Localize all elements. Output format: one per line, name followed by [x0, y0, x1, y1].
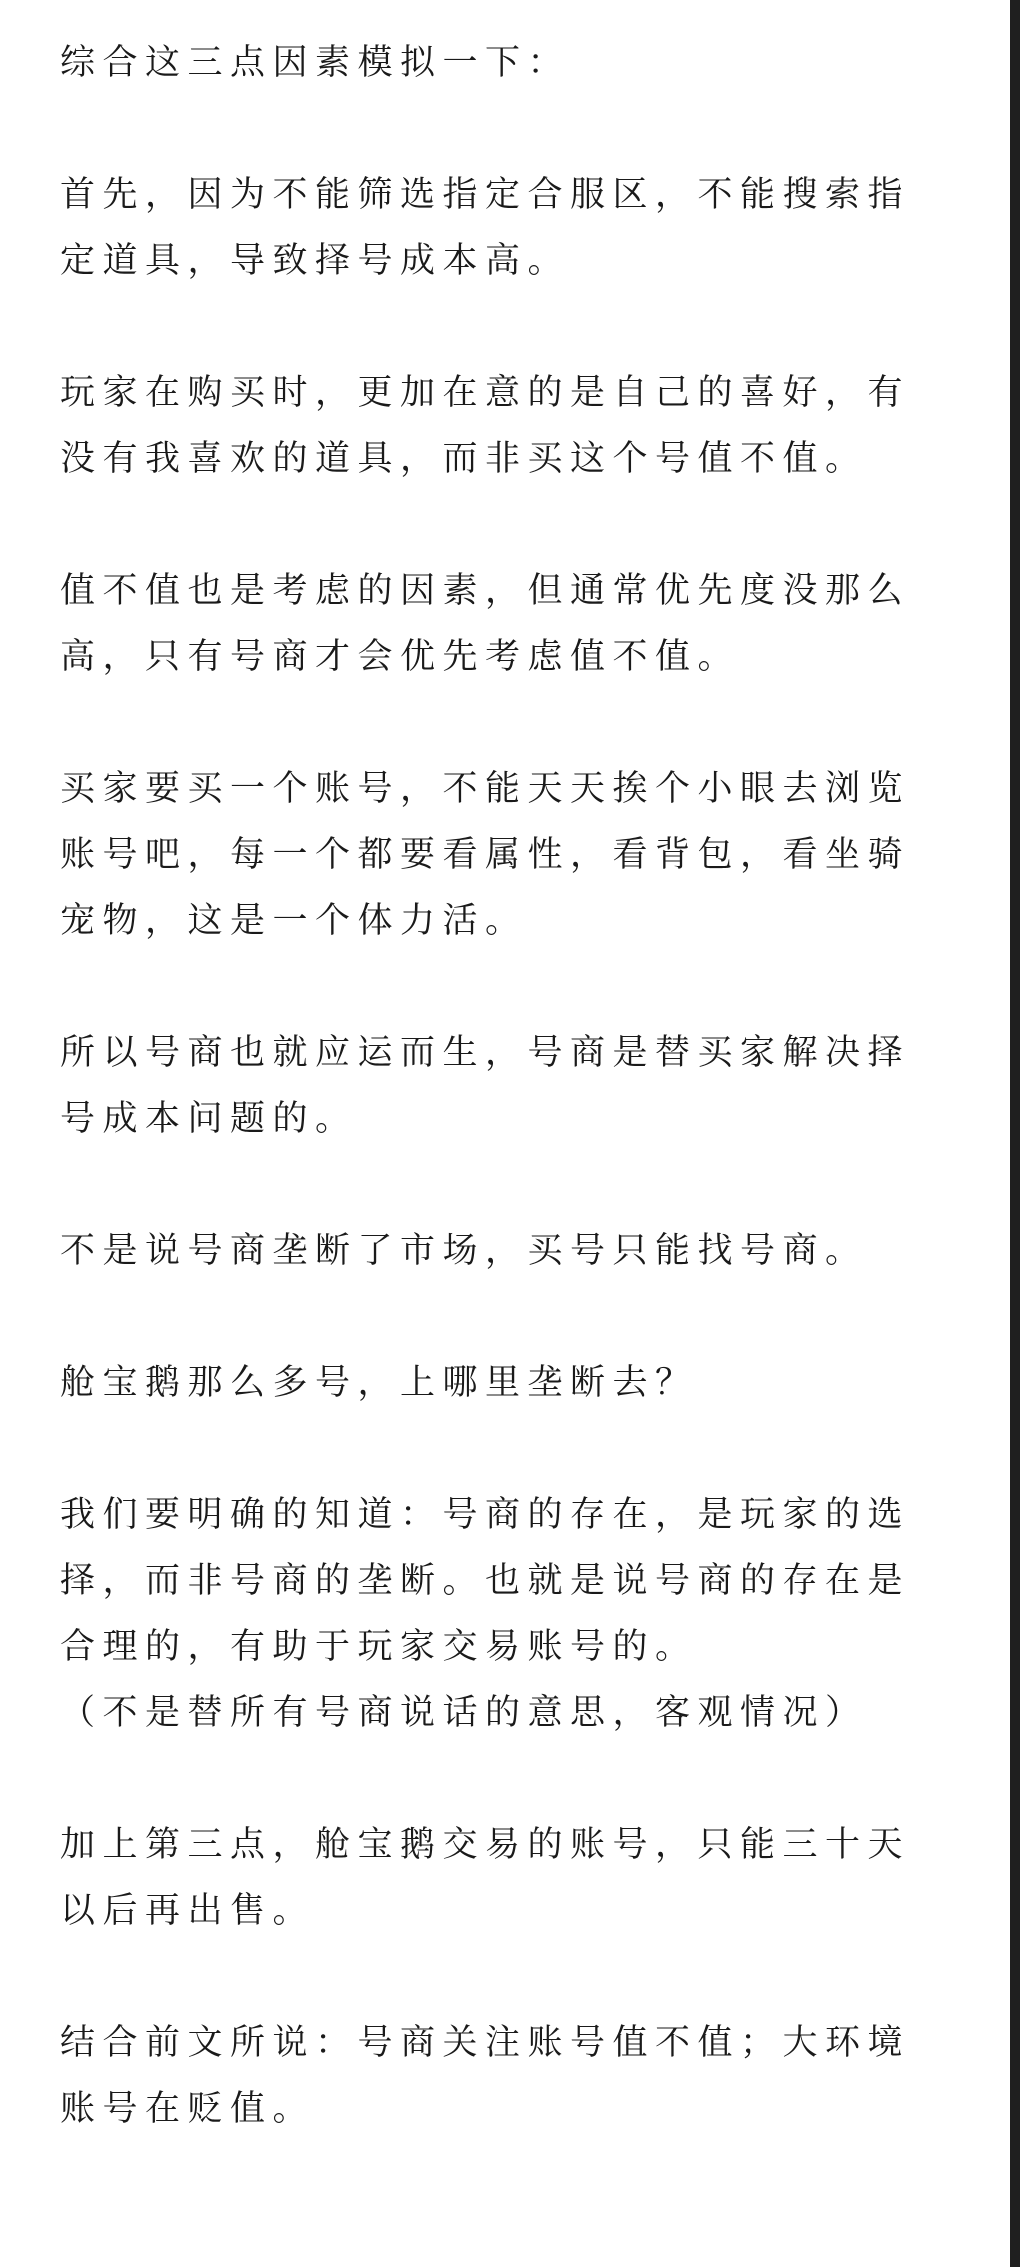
text-line: 定道具，导致择号成本高。 [60, 241, 571, 281]
paragraph [60, 1218, 970, 1284]
text-line: （不是替所有号商说话的意思，客观情况） [60, 1693, 868, 1733]
article-body [60, 30, 970, 2208]
text-line: 玩家在购买时，更加在意的是自己的喜好，有 [60, 373, 911, 413]
paragraph [60, 756, 970, 954]
text-line: 账号吧，每一个都要看属性，看背包，看坐骑 [60, 835, 911, 875]
text-line: 我们要明确的知道：号商的存在，是玩家的选 [60, 1495, 911, 1535]
text-line: 合理的，有助于玩家交易账号的。 [60, 1627, 698, 1667]
paragraph [60, 2010, 970, 2142]
text-line: 所以号商也就应运而生，号商是替买家解决择 [60, 1033, 911, 1073]
text-line: 首先，因为不能筛选指定合服区，不能搜索指 [60, 175, 911, 215]
paragraph [60, 360, 970, 492]
paragraph [60, 558, 970, 690]
text-line: 高，只有号商才会优先考虑值不值。 [60, 637, 741, 677]
text-line: 没有我喜欢的道具，而非买这个号值不值。 [60, 439, 868, 479]
paragraph [60, 162, 970, 294]
text-line: 加上第三点，舱宝鹅交易的账号，只能三十天 [60, 1825, 911, 1865]
text-line: 结合前文所说：号商关注账号值不值；大环境 [60, 2023, 911, 2063]
text-line: 综合这三点因素模拟一下： [60, 43, 571, 83]
paragraph [60, 30, 970, 96]
paragraph [60, 1482, 970, 1746]
text-line: 买家要买一个账号，不能天天挨个小眼去浏览 [60, 769, 911, 809]
text-line: 舱宝鹅那么多号，上哪里垄断去？ [60, 1363, 698, 1403]
text-line: 宠物，这是一个体力活。 [60, 901, 528, 941]
paragraph [60, 1812, 970, 1944]
text-line: 不是说号商垄断了市场，买号只能找号商。 [60, 1231, 868, 1271]
text-line: 择，而非号商的垄断。也就是说号商的存在是 [60, 1561, 911, 1601]
text-line: 以后再出售。 [60, 1891, 316, 1931]
right-edge-bar [1010, 0, 1020, 2267]
text-line: 账号在贬值。 [60, 2089, 316, 2129]
paragraph [60, 1020, 970, 1152]
paragraph [60, 1350, 970, 1416]
text-line: 值不值也是考虑的因素，但通常优先度没那么 [60, 571, 911, 611]
text-line: 号成本问题的。 [60, 1099, 358, 1139]
